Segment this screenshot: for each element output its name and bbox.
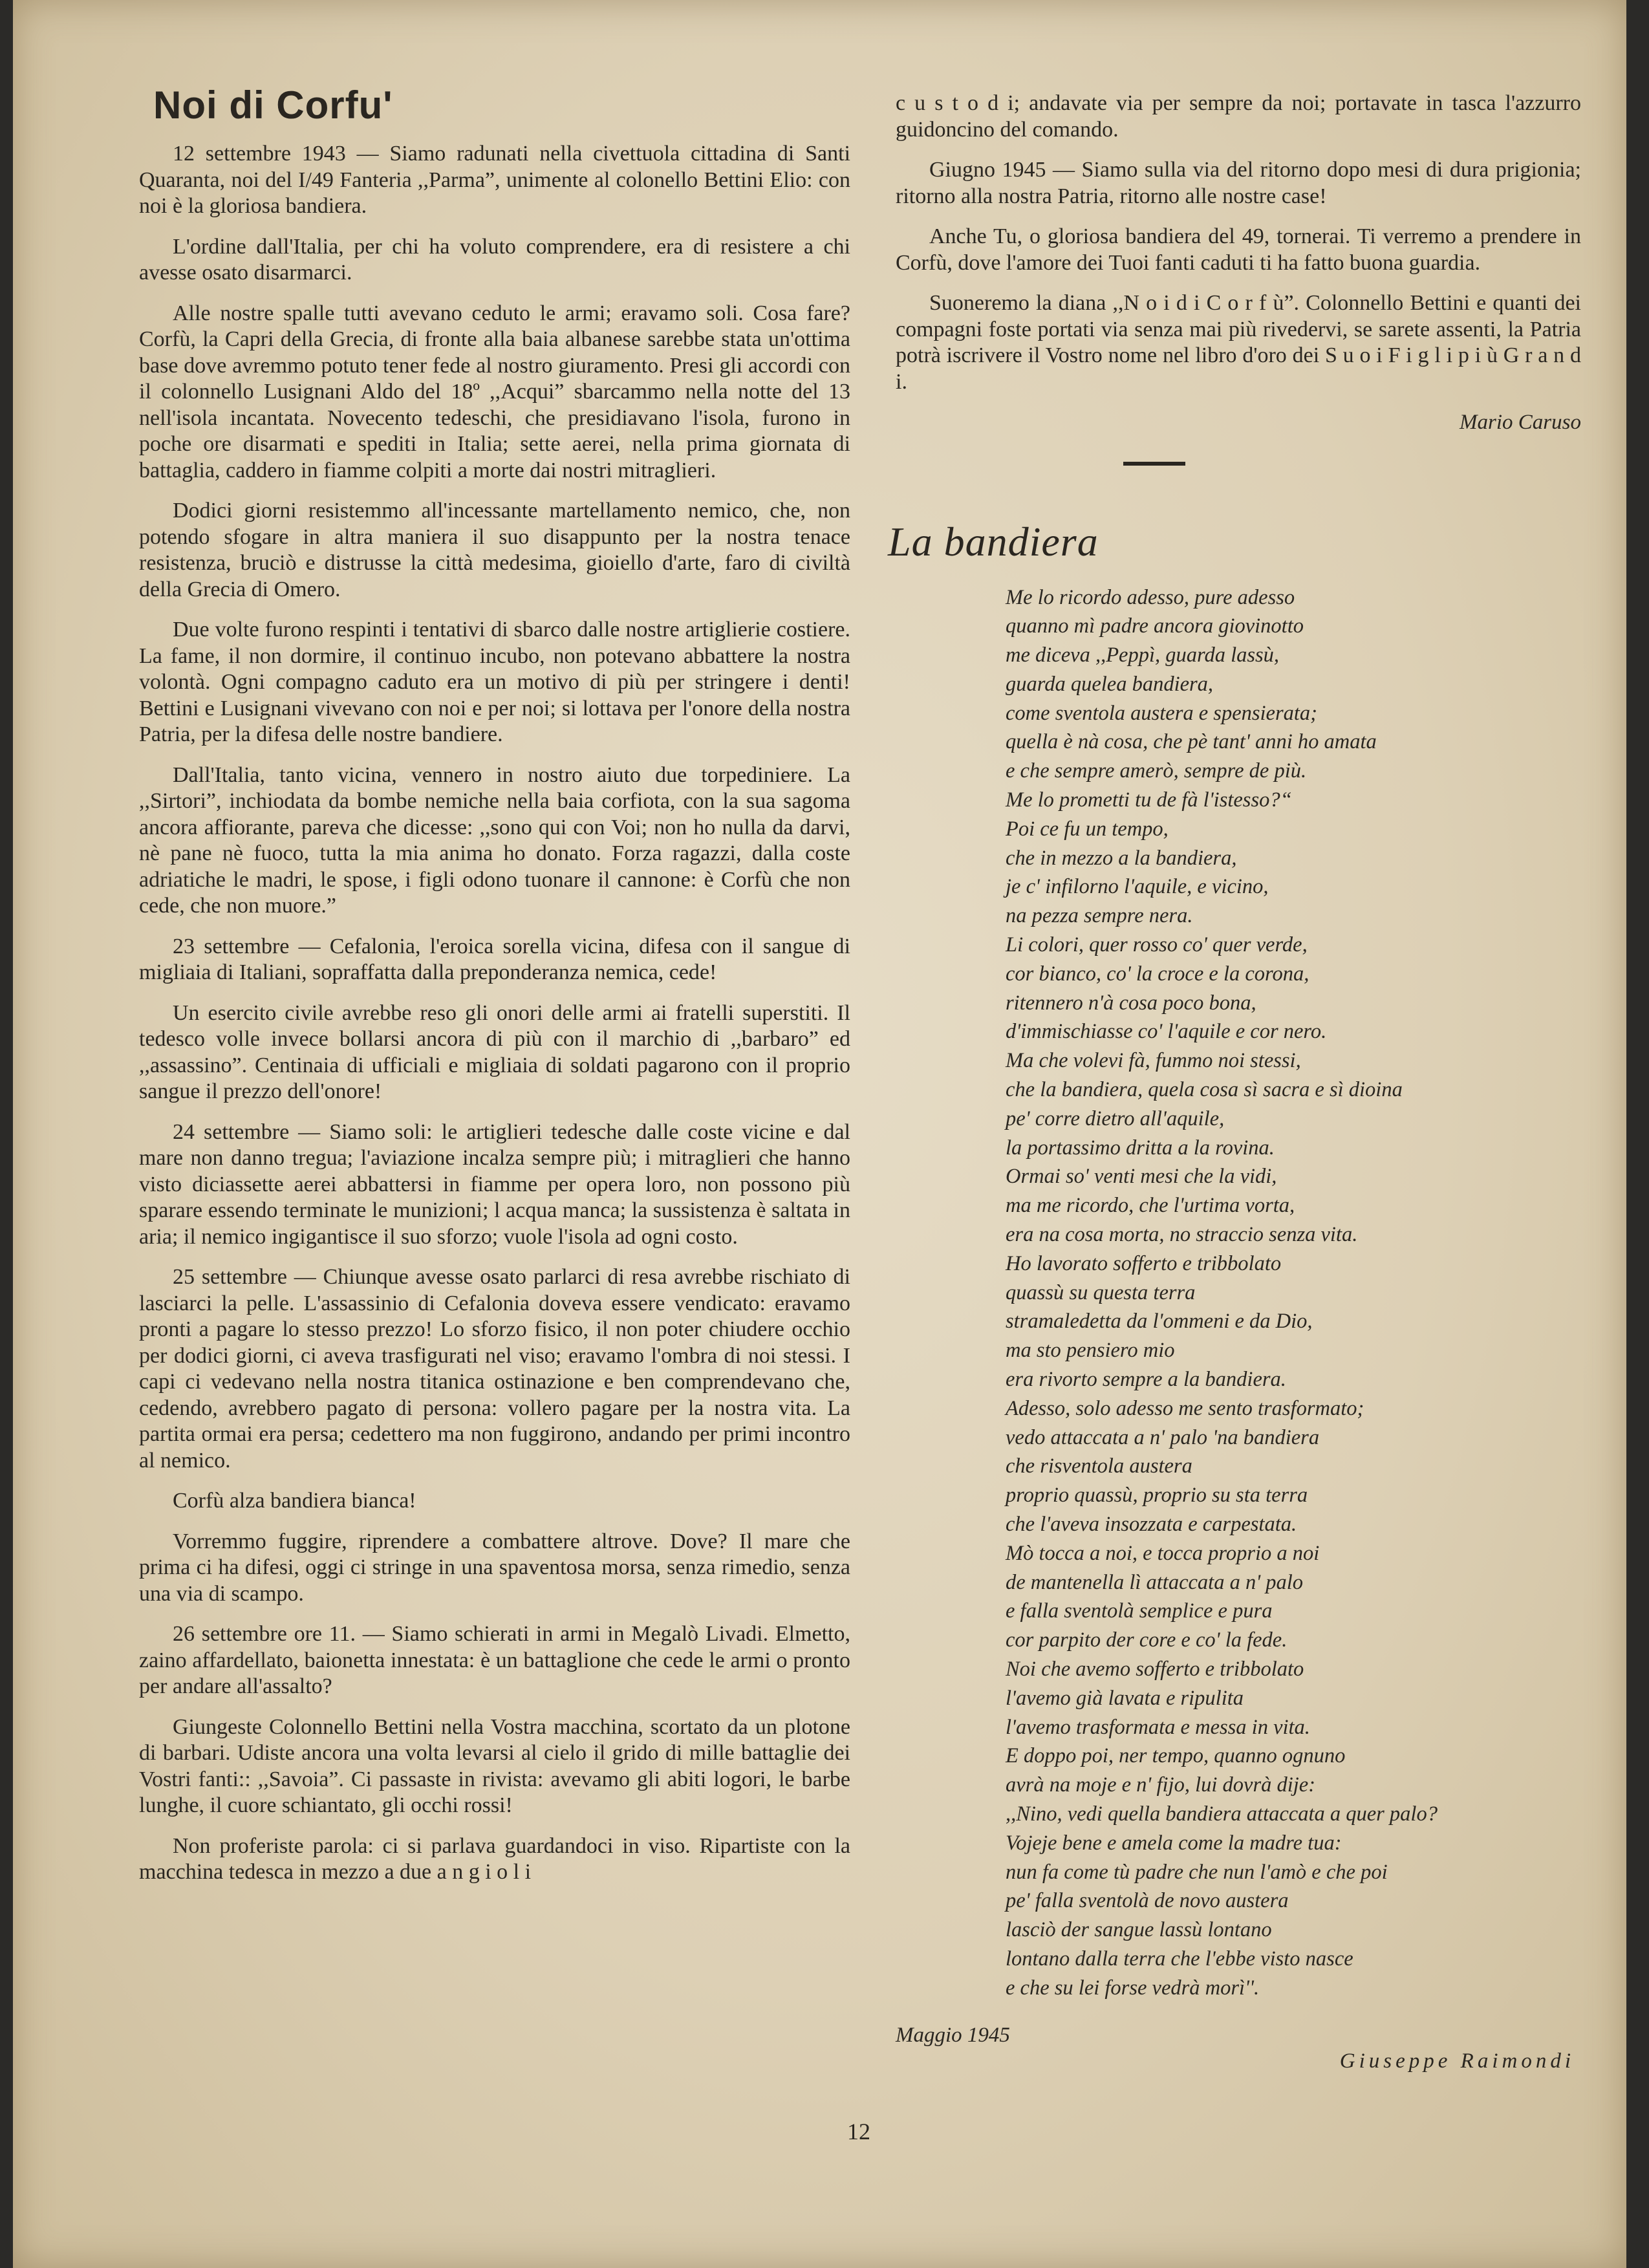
poem-line: Ho lavorato sofferto e tribbolato xyxy=(1006,1251,1282,1275)
poem-line: che risventola austera xyxy=(1006,1454,1192,1478)
poem-line: guarda quelea bandiera, xyxy=(1006,672,1214,696)
poem-line: E doppo poi, ner tempo, quanno ognuno xyxy=(1006,1744,1346,1768)
paragraph: 26 settembre ore 11. — Siamo schierati in armi in Megalò Livadi. Elmetto, zaino affardellato, baionetta innestata: è un battaglione che cede le armi o pronto per andare all'assalto? xyxy=(139,1622,850,1698)
page-number: 12 xyxy=(847,2119,870,2144)
poem-line: vedo attaccata a n' palo 'na bandiera xyxy=(1006,1425,1320,1449)
poem-footer xyxy=(896,2022,1581,2080)
paragraph: Anche Tu, o gloriosa bandiera del 49, tornerai. Ti verremo a prendere in Corfù, dove l'amore dei Tuoi fanti caduti ti ha fatto buona guardia. xyxy=(896,224,1581,275)
paragraph: L'ordine dall'Italia, per chi ha voluto comprendere, era di resistere a chi avesse osato disarmarci. xyxy=(139,234,850,285)
poem-line: de mantenella lì attaccata a n' palo xyxy=(1006,1570,1304,1594)
poem-line: e che su lei forse vedrà morì''. xyxy=(1006,1976,1260,2000)
poem-line: pe' corre dietro all'aquile, xyxy=(1006,1107,1225,1130)
poem-line: Vojeje bene e amela come la madre tua: xyxy=(1006,1831,1342,1855)
paragraph: Non proferiste parola: ci si parlava guardandoci in viso. Ripartiste con la macchina tedesca in mezzo a due a n g i o l i xyxy=(139,1833,850,1884)
poem-line: quassù su questa terra xyxy=(1006,1280,1196,1304)
poem-line: Me lo ricordo adesso, pure adesso xyxy=(1006,585,1295,609)
paragraph: 12 settembre 1943 — Siamo radunati nella civettuola cittadina di Santi Quaranta, noi del I/49 Fanteria ,,Parma”, unimente al colonello Bettini Elio: con noi è la gloriosa bandiera. xyxy=(139,142,850,218)
poem-line: Mò tocca a noi, e tocca proprio a noi xyxy=(1006,1541,1320,1565)
article-signature: Mario Caruso xyxy=(1460,411,1581,434)
poem-line: ,,Nino, vedi quella bandiera attaccata a quer palo? xyxy=(1006,1802,1438,1826)
paragraph: Alle nostre spalle tutti avevano ceduto le armi; eravamo soli. Cosa fare? Corfù, la Capri della Grecia, di fronte alla baia albanese sarebbe stata un'ottima base dove avremmo potuto tener fede al nostro giuramento. Presi gli accordi con il colonnello Lusignani Aldo del 18º ,,Acqui” sbarcammo nella notte del 13 nell'isola incantata. Novecento tedeschi, che presidiavano l'isola, furono in poche ore disarmati e spediti in Italia; sette aerei, nella prima giornata di battaglia, caddero in fiamme colpiti a morte dai nostri mitraglieri. xyxy=(139,301,850,482)
poem-line: la portassimo dritta a la rovina. xyxy=(1006,1136,1275,1160)
paragraph: Corfù alza bandiera bianca! xyxy=(173,1489,416,1513)
poem-line: ritennero n'à cosa poco bona, xyxy=(1006,991,1256,1015)
paragraph: Dodici giorni resistemmo all'incessante martellamento nemico, che, non potendo sfogare in altra maniera il suo disappunto per la nostra tenace resistenza, bruciò e distrusse la città medesima, gioiello d'arte, faro di civiltà della Grecia di Omero. xyxy=(139,499,850,601)
poem-line: Poi ce fu un tempo, xyxy=(1006,817,1169,841)
paragraph: c u s t o d i; andavate via per sempre da noi; portavate in tasca l'azzurro guidoncino del comando. xyxy=(896,91,1581,142)
paragraph: 25 settembre — Chiunque avesse osato parlarci di resa avrebbe rischiato di lasciarci la pelle. L'assassinio di Cefalonia doveva essere vendicato: eravamo pronti a pagare lo stesso prezzo! Lo sforzo fisico, il non poter chiudere occhio per dodici giorni, ci aveva trasfigurati nel viso; eravamo l'ombra di noi stessi. I capi ci vedevano nella nostra titanica ostinazione e ben comprendevano che, cedendo, avrebbero pagato di persona: vollero pagare per la nostra vita. La partita ormai era persa; cedettero ma non fuggirono, andando per primi incontro al nemico. xyxy=(139,1265,850,1473)
poem-line: Ormai so' venti mesi che la vidi, xyxy=(1006,1165,1277,1189)
poem-line: era na cosa morta, no straccio senza vita. xyxy=(1006,1223,1358,1247)
poem-line: l'avemo già lavata e ripulita xyxy=(1006,1686,1244,1710)
paragraph: Suoneremo la diana ,,N o i d i C o r f ù”. Colonnello Bettini e quanti dei compagni foste portati via senza mai più rivedervi, se sarete assenti, la Patria potrà iscrivere il Vostro nome nel libro d'oro dei S u o i F i g l i p i ù G r a n d i. xyxy=(896,291,1581,394)
poem-line: e che sempre amerò, sempre de più. xyxy=(1006,759,1307,783)
poem-line: nun fa come tù padre che nun l'amò e che poi xyxy=(1006,1860,1388,1884)
poem-line: ma me ricordo, che l'urtima vorta, xyxy=(1006,1194,1295,1218)
poem-line: avrà na moje e n' fijo, lui dovrà dije: xyxy=(1006,1773,1316,1797)
poem-title: La bandiera xyxy=(888,518,1099,565)
poem-line: cor parpito der core e co' la fede. xyxy=(1006,1628,1288,1652)
poem-line: Adesso, solo adesso me sento trasformato; xyxy=(1006,1396,1364,1420)
poem-line: d'immischiasse co' l'aquile e cor nero. xyxy=(1006,1020,1327,1044)
poem-line: stramaledetta da l'ommeni e da Dio, xyxy=(1006,1310,1313,1334)
paragraph: Giungeste Colonnello Bettini nella Vostra macchina, scortato da un plotone di barbari. Udiste ancora una volta levarsi al cielo il grido di mille battaglie dei Vostri fanti:: ,,Savoia”. Ci passaste in rivista: avevamo gli abiti logori, le barbe lunghe, il cuore schiantato, gli occhi rossi! xyxy=(139,1714,850,1817)
poem-line: na pezza sempre nera. xyxy=(1006,904,1193,928)
poem-line: proprio quassù, proprio su sta terra xyxy=(1006,1484,1308,1507)
paragraph: 24 settembre — Siamo soli: le artiglieri tedesche dalle coste vicine e dal mare non danno tregua; l'aviazione incalza sempre più; i mitraglieri che hanno visto diciassette aerei abbattersi in fiamme per opera loro, non possono più sparare essendo terminate le munizioni; l acqua manca; la sussistenza è saltata in aria; il nemico ingigantisce il suo sforzo; vuole l'isola ad ogni costo. xyxy=(139,1119,850,1249)
poem-line: je c' infilorno l'aquile, e vicino, xyxy=(1006,875,1269,899)
paragraph: Due volte furono respinti i tentativi di sbarco dalle nostre artiglierie costiere. La fame, il non dormire, il continuo incubo, non potevano abbattere la nostra volontà. Ogni compagno caduto era un motivo di più per stringere i denti! Bettini e Lusignani vivevano con noi e per noi; si lottava per l'onore della nostra Patria, per la difesa delle nostre bandiere. xyxy=(139,618,850,746)
poem-line: come sventola austera e spensierata; xyxy=(1006,701,1317,725)
poem-line: quella è nà cosa, che pè tant' anni ho amata xyxy=(1006,730,1377,754)
paragraph: Vorremmo fuggire, riprendere a combattere altrove. Dove? Il mare che prima ci ha difesi, oggi ci stringe in una spaventosa morsa, senza rimedio, senza una via di scampo. xyxy=(139,1529,850,1606)
poem-line: e falla sventolà semplice e pura xyxy=(1006,1599,1273,1623)
poem-line: che la bandiera, quela cosa sì sacra e sì dioina xyxy=(1006,1078,1403,1102)
poem-author: Giuseppe Raimondi xyxy=(1339,2049,1575,2073)
poem-line: l'avemo trasformata e messa in vita. xyxy=(1006,1715,1310,1739)
poem-body xyxy=(1006,583,1581,2003)
poem-line: lasciò der sangue lassù lontano xyxy=(1006,1918,1272,1942)
poem-line: Ma che volevi fà, fummo noi stessi, xyxy=(1006,1049,1301,1073)
poem-line: che in mezzo a la bandiera, xyxy=(1006,846,1237,870)
poem-line: che l'aveva insozzata e carpestata. xyxy=(1006,1513,1297,1536)
article-title: Noi di Corfu' xyxy=(153,83,393,127)
section-divider xyxy=(1123,462,1185,466)
right-column xyxy=(888,91,1581,2108)
poem-line: era rivorto sempre a la bandiera. xyxy=(1006,1368,1286,1392)
poem-line: ma sto pensiero mio xyxy=(1006,1339,1175,1363)
paragraph: Giugno 1945 — Siamo sulla via del ritorno dopo mesi di dura prigionia; ritorno alla nostra Patria, ritorno alle nostre case! xyxy=(896,158,1581,208)
paragraph: Dall'Italia, tanto vicina, vennero in nostro aiuto due torpediniere. La ,,Sirtori”, inchiodata da bombe nemiche nella baia corfiota, con la sua sagoma ancora affiorante, pareva che dicesse: ,,sono qui con Voi; non ho nulla da darvi, nè pane nè fuoco, tutta la mia anima ho donato. Forza ragazzi, dalla coste adriatiche le madri, le spose, i figli odono tuonare il cannone: è Corfù che non cede, che non muore.” xyxy=(139,762,850,918)
poem-line: lontano dalla terra che l'ebbe visto nasce xyxy=(1006,1947,1353,1971)
poem-line: Noi che avemo sofferto e tribbolato xyxy=(1006,1657,1304,1681)
magazine-page xyxy=(13,0,1626,2268)
poem-line: quanno mì padre ancora giovinotto xyxy=(1006,614,1304,638)
paragraph: Un esercito civile avrebbe reso gli onori delle armi ai fratelli superstiti. Il tedesco volle invece bollarsi ancora di più con il marchio di ,,barbaro” ed ,,assassino”. Centinaia di ufficiali e migliaia di soldati pagarono con il proprio sangue il prezzo dell'onore! xyxy=(139,1000,850,1103)
poem-line: pe' falla sventolà de novo austera xyxy=(1006,1889,1289,1913)
poem-line: me diceva ,,Peppì, guarda lassù, xyxy=(1006,643,1280,667)
left-column xyxy=(139,83,850,2101)
poem-line: Me lo prometti tu de fà l'istesso?“ xyxy=(1006,788,1292,812)
poem-date: Maggio 1945 xyxy=(896,2023,1010,2047)
poem-line: cor bianco, co' la croce e la corona, xyxy=(1006,962,1310,986)
paragraph: 23 settembre — Cefalonia, l'eroica sorella vicina, difesa con il sangue di migliaia di Italiani, sopraffatta dalla preponderanza nemica, cede! xyxy=(139,934,850,984)
poem-line: Li colori, quer rosso co' quer verde, xyxy=(1006,933,1308,957)
